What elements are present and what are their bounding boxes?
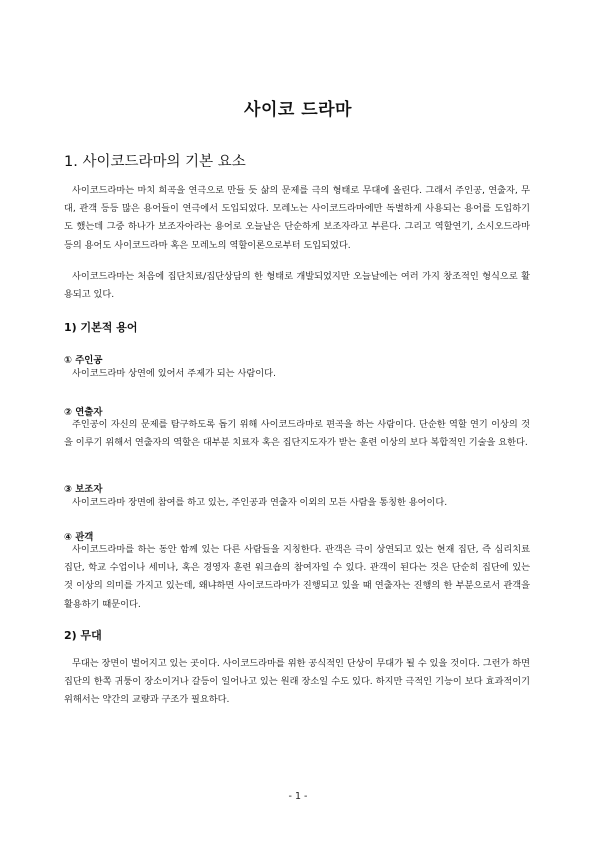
subsection-heading-stage: 2) 무대 xyxy=(64,629,102,642)
page-number: - 1 - xyxy=(288,791,308,802)
subsection-heading-terms: 1) 기본적 용어 xyxy=(64,321,138,334)
term-text-auxiliary: 사이코드라마 장면에 참여를 하고 있는, 주인공과 연출자 이외의 모든 사람을 통칭한 용어이다. xyxy=(72,497,448,508)
term-text-director: 주인공이 자신의 문제를 탐구하도록 돕기 위해 사이코드라마로 편곡을 하는 사람이다. 단순한 역할 연기 이상의 것을 이루기 위해서 연출자의 역할은 대부분 치료자 혹은 집단지도자가 받는 훈련 이상의 보다 복합적인 기술을 요한다. xyxy=(64,419,530,449)
term-heading-protagonist: ① 주인공 xyxy=(64,355,103,366)
document-title: 사이코 드라마 xyxy=(244,100,352,120)
term-heading-audience: ④ 관객 xyxy=(64,532,94,543)
term-heading-director: ② 연출자 xyxy=(64,407,103,418)
intro-paragraph: 사이코드라마는 마치 희곡을 연극으로 만들 듯 삶의 문제를 극의 형태로 무대에 올린다. 그래서 주인공, 연출자, 무대, 관객 등등 많은 용어들이 연극에서 도입되었다. 모레노는 사이코드라마에만 독별하게 사용되는 용어를 도입하기도 했는데 그중 하나가 보조자아라는 용어로 오늘날은 단순하게 보조자라고 부른다. 그리고 역할연기, 소시오드라마 등의 용어도 사이코드라마 혹은 모레노의 역할이론으로부터 도입되었다. xyxy=(64,185,530,251)
term-text-audience: 사이코드라마를 하는 동안 함께 있는 다른 사람들을 지칭한다. 관객은 극이 상연되고 있는 현재 집단, 즉 심리치료 집단, 학교 수업이나 세미나, 혹은 경영자 훈련 워크숍의 참여자일 수 있다. 관객이 된다는 것은 단순히 집단에 있는 것 이상의 의미를 가지고 있는데, 왜냐하면 사이코드라마가 진행되고 있을 때 연출자는 진행의 한 부분으로서 관객을 활용하기 때문이다. xyxy=(64,544,530,610)
intro-paragraph-2: 사이코드라마는 처음에 집단치료/집단상담의 한 형태로 개발되었지만 오늘날에는 여러 가지 창조적인 형식으로 활용되고 있다. xyxy=(64,271,530,301)
term-text-protagonist: 사이코드라마 상연에 있어서 주제가 되는 사람이다. xyxy=(72,368,276,379)
term-heading-auxiliary: ③ 보조자 xyxy=(64,484,103,495)
section-heading: 1. 사이코드라마의 기본 요소 xyxy=(64,154,246,170)
stage-paragraph: 무대는 장면이 벌어지고 있는 곳이다. 사이코드라마를 위한 공식적인 단상이 무대가 될 수 있을 것이다. 그런가 하면 집단의 한쪽 귀퉁이 장소이거나 갈등이 일어나고 있는 원래 장소일 수도 있다. 하지만 극적인 기능이 보다 효과적이기 위해서는 약간의 교량과 구조가 필요하다. xyxy=(64,658,530,706)
